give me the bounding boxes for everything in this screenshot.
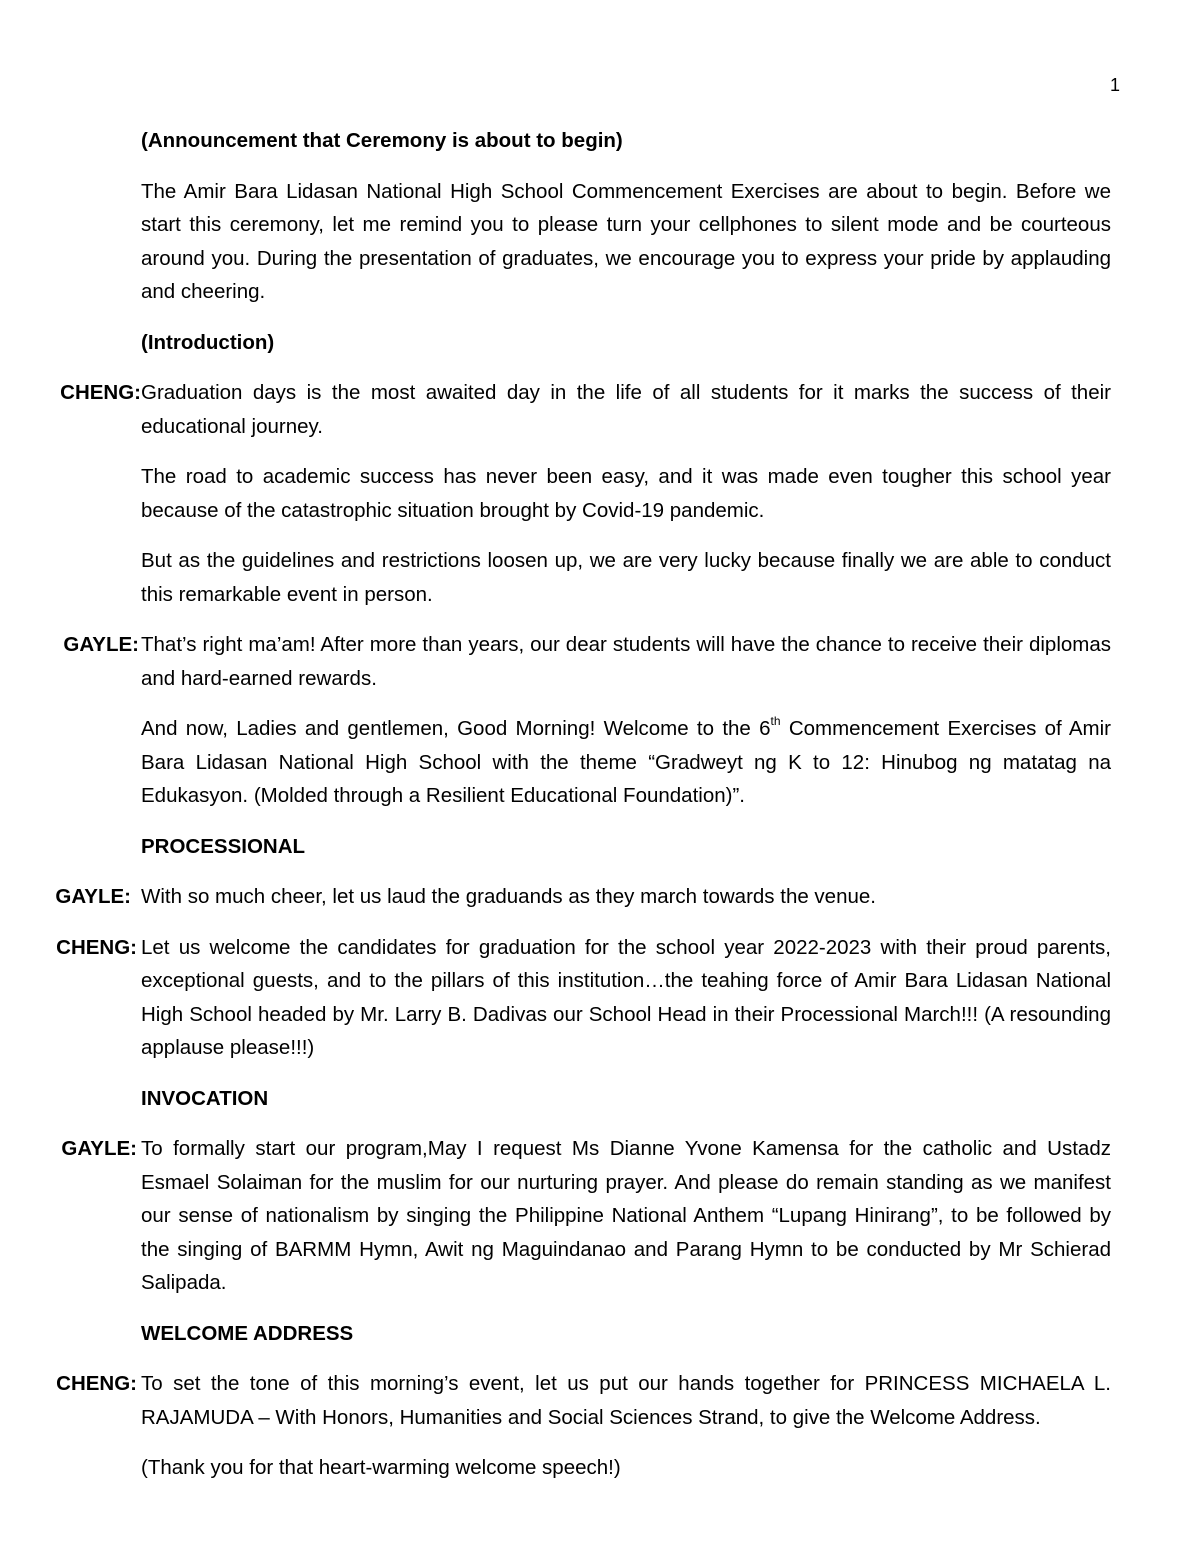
speaker-label-gayle: GAYLE:	[55, 885, 131, 908]
invocation-heading: INVOCATION	[141, 1086, 269, 1110]
gayle-intro-line	[63, 628, 1111, 695]
cheng-processional-line	[56, 931, 1111, 1065]
cheng-processional-text: Let us welcome the candidates for graduation for the school year 2022-2023 with their proud parents, exceptional guests, and to the pillars of this institution…the teahing force of Amir Bara Lidasan National High School headed by Mr. Larry B. Dadivas our School Head in their Processional March!!! (A resounding applause please!!!)	[141, 935, 1111, 1059]
speaker-label-cheng: CHENG:	[56, 1372, 137, 1395]
processional-heading: PROCESSIONAL	[141, 834, 306, 858]
cheng-welcome-address-line	[56, 1367, 1111, 1434]
welcome-paragraph	[141, 712, 1111, 813]
announcement-heading: (Announcement that Ceremony is about to begin)	[141, 129, 623, 152]
thank-you-line: (Thank you for that heart-warming welcome speech!)	[141, 1456, 621, 1479]
cheng-intro-text: Graduation days is the most awaited day in the life of all students for it marks the success of their educational journey.	[141, 381, 1111, 438]
welcome-text-part-1: And now, Ladies and gentlemen, Good Morning! Welcome to the 6	[141, 717, 771, 740]
announcement-paragraph: The Amir Bara Lidasan National High School Commencement Exercises are about to begin. Before we start this ceremony, let me remind you to please turn your cellphones to silent mode and be courteous around you. During the presentation of graduates, we encourage you to express your pride by applauding and cheering.	[141, 179, 1111, 303]
welcome-address-heading: WELCOME ADDRESS	[141, 1321, 354, 1345]
welcome-text-part-2: Commencement Exercises of Amir Bara Lidasan National High School with the theme “Gradweyt ng K to 12: Hinubog ng matatag na Edukasyon. (Molded through a Resilient Educational Foundation)”.	[141, 717, 1112, 807]
speaker-label-gayle: GAYLE:	[63, 633, 139, 656]
intro-paragraph-3: But as the guidelines and restrictions loosen up, we are very lucky because finally we are able to conduct this remarkable event in person.	[141, 549, 1111, 606]
gayle-invocation-line	[61, 1132, 1111, 1300]
gayle-invocation-text: To formally start our program,May I request Ms Dianne Yvone Kamensa for the catholic and Ustadz Esmael Solaiman for the muslim for our nurturing prayer. And please do remain standing as we manifest our sense of nationalism by singing the Philippine National Anthem “Lupang Hinirang”, to be followed by the singing of BARMM Hymn, Awit ng Maguindanao and Parang Hymn to be conducted by Mr Schierad Salipada.	[141, 1137, 1111, 1294]
gayle-processional-line	[55, 880, 1111, 914]
gayle-intro-text: That’s right ma’am! After more than years, our dear students will have the chance to receive their diplomas and hard-earned rewards.	[141, 633, 1111, 690]
intro-paragraph-2: The road to academic success has never been easy, and it was made even tougher this school year because of the catastrophic situation brought by Covid-19 pandemic.	[141, 465, 1111, 522]
speaker-label-gayle: GAYLE:	[61, 1137, 137, 1160]
document-body	[0, 124, 1200, 1502]
speaker-label-cheng: CHENG:	[60, 381, 141, 404]
gayle-processional-text: With so much cheer, let us laud the graduands as they march towards the venue.	[141, 885, 876, 908]
ordinal-superscript: th	[770, 714, 781, 729]
cheng-intro-line	[60, 376, 1111, 443]
introduction-heading: (Introduction)	[141, 330, 275, 354]
cheng-welcome-address-text: To set the tone of this morning’s event, let us put our hands together for PRINCESS MICHAELA L. RAJAMUDA – With Honors, Humanities and Social Sciences Strand, to give the Welcome Address.	[141, 1372, 1111, 1429]
page-number: 1	[1109, 75, 1120, 95]
speaker-label-cheng: CHENG:	[56, 935, 137, 959]
